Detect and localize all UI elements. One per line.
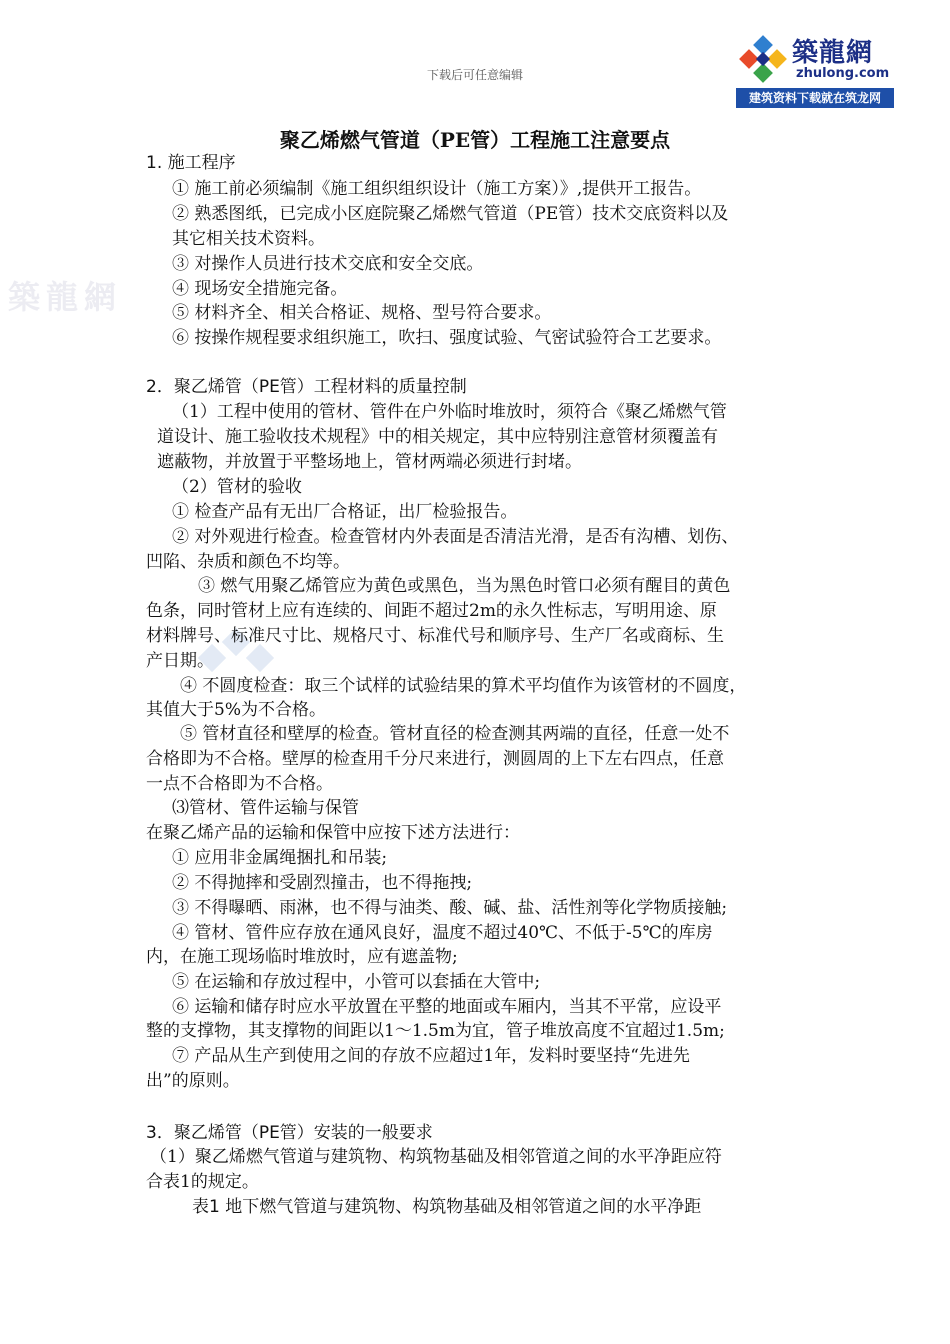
paragraph-line: 道设计、施工验收技术规程》中的相关规定，其中应特别注意管材须覆盖有 [157,427,718,447]
paragraph-line: 色条，同时管材上应有连续的、间距不超过2m的永久性标志，写明用途、原 [146,601,717,621]
header-note: 下载后可任意编辑 [426,68,523,82]
paragraph-line: 一点不合格即为不合格。 [146,774,333,794]
section-1-item: ① 施工前必须编制《施工组织组织设计（施工方案）》,提供开工报告。 [172,179,702,199]
paragraph-line: ③ 燃气用聚乙烯管应为黄色或黑色，当为黑色时管口必须有醒目的黄色 [198,576,731,596]
paragraph-line: 产日期。 [146,651,214,671]
section-1-item: ④ 现场安全措施完备。 [172,279,348,299]
logo-top [736,30,894,88]
paragraph-line: 材料牌号、标准尺寸比、规格尺寸、标准代号和顺序号、生产厂名或商标、生 [146,626,724,646]
document-title: 聚乙烯燃气管道（PE管）工程施工注意要点 [279,128,671,152]
paragraph-line: （1）聚乙烯燃气管道与建筑物、构筑物基础及相邻管道之间的水平净距应符 [150,1147,722,1167]
section-2-heading: 2．聚乙烯管（PE管）工程材料的质量控制 [146,377,467,397]
list-item: ① 应用非金属绳捆扎和吊装; [172,848,388,868]
list-item: ② 不得抛摔和受剧烈撞击，也不得拖拽; [172,873,473,893]
section-1-item: ⑥ 按操作规程要求组织施工，吹扫、强度试验、气密试验符合工艺要求。 [172,328,722,348]
section-1-item: ⑤ 材料齐全、相关合格证、规格、型号符合要求。 [172,303,552,323]
zhulong-mark-icon [738,34,788,84]
list-item: ⑤ 在运输和存放过程中，小管可以套插在大管中; [172,972,541,992]
paragraph-line: ④ 不圆度检查：取三个试样的试验结果的算术平均值作为该管材的不圆度， [180,676,747,696]
list-item: 内，在施工现场临时堆放时，应有遮盖物; [146,947,458,967]
zhulong-logo [736,30,894,108]
paragraph-line: ② 对外观进行检查。检查管材内外表面是否清洁光滑，是否有沟槽、划伤、 [172,527,739,547]
logo-chinese-name: 築龍網 [792,38,874,68]
list-item: 出”的原则。 [146,1071,240,1091]
list-item: ④ 管材、管件应存放在通风良好，温度不超过40℃、不低于-5℃的库房 [172,923,713,943]
list-item: ③ 不得曝晒、雨淋，也不得与油类、酸、碱、盐、活性剂等化学物质接触; [172,898,728,918]
subsection-heading: ⑶管材、管件运输与保管 [172,798,359,818]
paragraph-line: （1）工程中使用的管材、管件在户外临时堆放时，须符合《聚乙烯燃气管 [172,402,727,422]
list-item: ⑥ 运输和储存时应水平放置在平整的地面或车厢内，当其不平常，应设平 [172,997,722,1017]
logo-domain: zhulong.com [796,66,890,81]
paragraph-line: ① 检查产品有无出厂合格证，出厂检验报告。 [172,502,518,522]
section-3-heading: 3．聚乙烯管（PE管）安装的一般要求 [146,1123,433,1143]
section-1-item: 其它相关技术资料。 [172,229,325,249]
paragraph-line: ⑤ 管材直径和壁厚的检查。管材直径的检查测其两端的直径，任意一处不 [180,724,730,744]
paragraph-line: 遮蔽物，并放置于平整场地上，管材两端必须进行封堵。 [157,452,582,472]
section-1-item: ② 熟悉图纸，已完成小区庭院聚乙烯燃气管道（PE管）技术交底资料以及 [172,204,729,224]
subsection-heading: （2）管材的验收 [172,477,302,497]
table-caption: 表1 地下燃气管道与建筑物、构筑物基础及相邻管道之间的水平净距 [192,1197,702,1217]
paragraph-line: 其值大于5%为不合格。 [146,700,326,720]
paragraph-line: 合表1的规定。 [146,1172,259,1192]
logo-slogan: 建筑资料下载就在筑龙网 [736,88,894,108]
paragraph-line: 在聚乙烯产品的运输和保管中应按下述方法进行： [146,823,520,843]
watermark-text: 築龍網 [8,278,123,316]
section-1-item: ③ 对操作人员进行技术交底和安全交底。 [172,254,484,274]
list-item: ⑦ 产品从生产到使用之间的存放不应超过1年，发料时要坚持“先进先 [172,1046,690,1066]
list-item: 整的支撑物，其支撑物的间距以1～1.5m为宜，管子堆放高度不宜超过1.5m; [146,1021,725,1041]
paragraph-line: 凹陷、杂质和颜色不均等。 [146,552,350,572]
paragraph-line: 合格即为不合格。壁厚的检查用千分尺来进行，测圆周的上下左右四点，任意 [146,749,724,769]
section-1-heading: 1. 施工程序 [146,153,236,173]
